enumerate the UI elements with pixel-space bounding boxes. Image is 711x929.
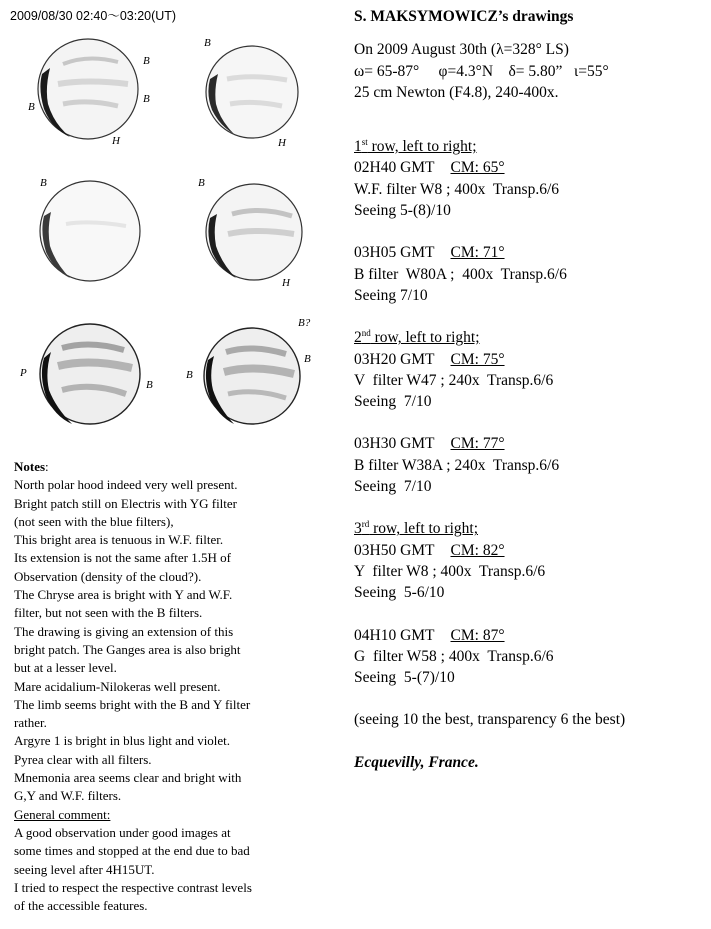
obs-time-line	[354, 540, 704, 561]
drawing-label: H	[112, 135, 120, 147]
drawing-row-2	[12, 166, 322, 300]
note-line: filter, but not seen with the B filters.	[14, 605, 203, 621]
scale-note: (seeing 10 the best, transparency 6 the best)	[354, 711, 626, 729]
mars-drawing-6	[182, 310, 322, 440]
obs-filter: B filter W38A ; 240x Transp.6/6	[354, 456, 560, 474]
comment-line: A good observation under good images at	[14, 824, 231, 840]
drawing-label: P	[20, 367, 27, 379]
obs-seeing: Seeing 7/10	[354, 478, 432, 496]
comment-line: seeing level after 4H15UT.	[14, 861, 155, 877]
obs-cm: CM: 65°	[450, 159, 505, 177]
drawing-label: B?	[298, 317, 311, 329]
mars-drawing-4	[182, 166, 322, 296]
notes-title	[14, 458, 314, 476]
note-line: The drawing is giving an extension of this	[14, 623, 234, 639]
row-header-rest: row, left to right;	[367, 138, 477, 156]
row-header-rest: row, left to right;	[369, 520, 479, 538]
obs-cm: CM: 77°	[450, 435, 505, 453]
note-line: North polar hood indeed very well present.	[14, 477, 238, 493]
note-line: Mare acidalium-Nilokeras well present.	[14, 678, 221, 694]
obs-time-line	[354, 433, 704, 454]
note-line: Bright patch still on Electris with YG filter	[14, 495, 238, 511]
general-comment-title: General comment:	[14, 806, 111, 822]
obs-time: 03H30 GMT	[354, 435, 435, 453]
row-header	[354, 518, 704, 539]
mars-drawing-3	[18, 166, 158, 296]
obs-seeing: Seeing 5-(7)/10	[354, 669, 455, 687]
comment-line: of the accessible features.	[14, 898, 148, 914]
note-line: This bright area is tenuous in W.F. filter.	[14, 532, 224, 548]
location: Ecquevilly, France.	[354, 753, 479, 771]
notes-section	[14, 458, 314, 915]
obs-time: 03H05 GMT	[354, 244, 435, 262]
obs-time: 03H50 GMT	[354, 541, 435, 559]
mars-drawing-1	[18, 24, 158, 154]
drawing-label: B	[198, 177, 205, 189]
obs-cm: CM: 71°	[450, 244, 505, 262]
observation-details	[354, 6, 704, 773]
obs-seeing: Seeing 7/10	[354, 286, 428, 304]
drawing-label: B	[186, 369, 193, 381]
row-header	[354, 327, 704, 348]
intro-line: 25 cm Newton (F4.8), 240-400x.	[354, 83, 559, 101]
note-line: Argyre 1 is bright in blus light and violet.	[14, 733, 231, 749]
note-line: The Chryse area is bright with Y and W.F.	[14, 587, 233, 603]
obs-time: 03H20 GMT	[354, 350, 435, 368]
obs-time-line	[354, 242, 704, 263]
obs-filter: G filter W58 ; 400x Transp.6/6	[354, 647, 554, 665]
drawing-label: B	[146, 379, 153, 391]
drawing-label: H	[282, 277, 290, 289]
drawing-label: B	[28, 101, 35, 113]
row-header-sup: nd	[361, 328, 371, 339]
note-line: (not seen with the blue filters),	[14, 513, 174, 529]
obs-filter: W.F. filter W8 ; 400x Transp.6/6	[354, 180, 560, 198]
timestamp: 2009/08/30 02:40～03:20(UT)	[10, 9, 177, 23]
drawing-label: B	[143, 93, 150, 105]
note-line: bright patch. The Ganges area is also bright	[14, 641, 241, 657]
obs-filter: B filter W80A ; 400x Transp.6/6	[354, 265, 567, 283]
mars-drawing-2	[182, 24, 322, 154]
drawing-row-1	[12, 24, 322, 158]
obs-seeing: Seeing 7/10	[354, 393, 432, 411]
obs-seeing: Seeing 5-6/10	[354, 584, 445, 602]
row-header-rest: row, left to right;	[370, 329, 480, 347]
obs-cm: CM: 75°	[450, 350, 505, 368]
note-line: Observation (density of the cloud?).	[14, 568, 202, 584]
notes-title-suffix: :	[45, 459, 49, 474]
obs-filter: V filter W47 ; 240x Transp.6/6	[354, 371, 554, 389]
obs-time-line	[354, 349, 704, 370]
note-line: The limb seems bright with the B and Y filter	[14, 696, 251, 712]
obs-time-line	[354, 625, 704, 646]
obs-time: 04H10 GMT	[354, 626, 435, 644]
drawing-label: H	[278, 137, 286, 149]
note-line: Pyrea clear with all filters.	[14, 751, 152, 767]
drawing-label: B	[40, 177, 47, 189]
comment-line: some times and stopped at the end due to bad	[14, 843, 250, 859]
obs-filter: Y filter W8 ; 400x Transp.6/6	[354, 562, 546, 580]
obs-cm: CM: 87°	[450, 626, 505, 644]
row-header	[354, 136, 704, 157]
drawing-row-3	[12, 310, 322, 444]
obs-seeing: Seeing 5-(8)/10	[354, 202, 451, 220]
row-header-sup: st	[361, 137, 368, 148]
row-header-num: 1	[354, 138, 362, 156]
note-line: rather.	[14, 715, 47, 731]
note-line: but at a lesser level.	[14, 660, 117, 676]
obs-time: 02H40 GMT	[354, 159, 435, 177]
page-title: S. MAKSYMOWICZ’s drawings	[354, 8, 574, 25]
drawing-label: B	[143, 55, 150, 67]
obs-time-line	[354, 157, 704, 178]
notes-title-text: Notes	[14, 459, 46, 474]
obs-cm: CM: 82°	[450, 541, 505, 559]
note-line: Its extension is not the same after 1.5H of	[14, 550, 231, 566]
intro-line: ω= 65-87° φ=4.3°N δ= 5.80” ι=55°	[354, 62, 609, 80]
row-header-num: 3	[354, 520, 362, 538]
drawings-grid	[12, 24, 322, 444]
note-line: Mnemonia area seems clear and bright with	[14, 770, 242, 786]
note-line: G,Y and W.F. filters.	[14, 788, 122, 804]
row-header-num: 2	[354, 329, 362, 347]
intro-line: On 2009 August 30th (λ=328° LS)	[354, 41, 569, 59]
row-header-sup: rd	[361, 519, 370, 530]
comment-line: I tried to respect the respective contrast levels	[14, 879, 252, 895]
drawing-label: B	[204, 37, 211, 49]
mars-drawing-5	[18, 310, 158, 440]
drawing-label: B	[304, 353, 311, 365]
